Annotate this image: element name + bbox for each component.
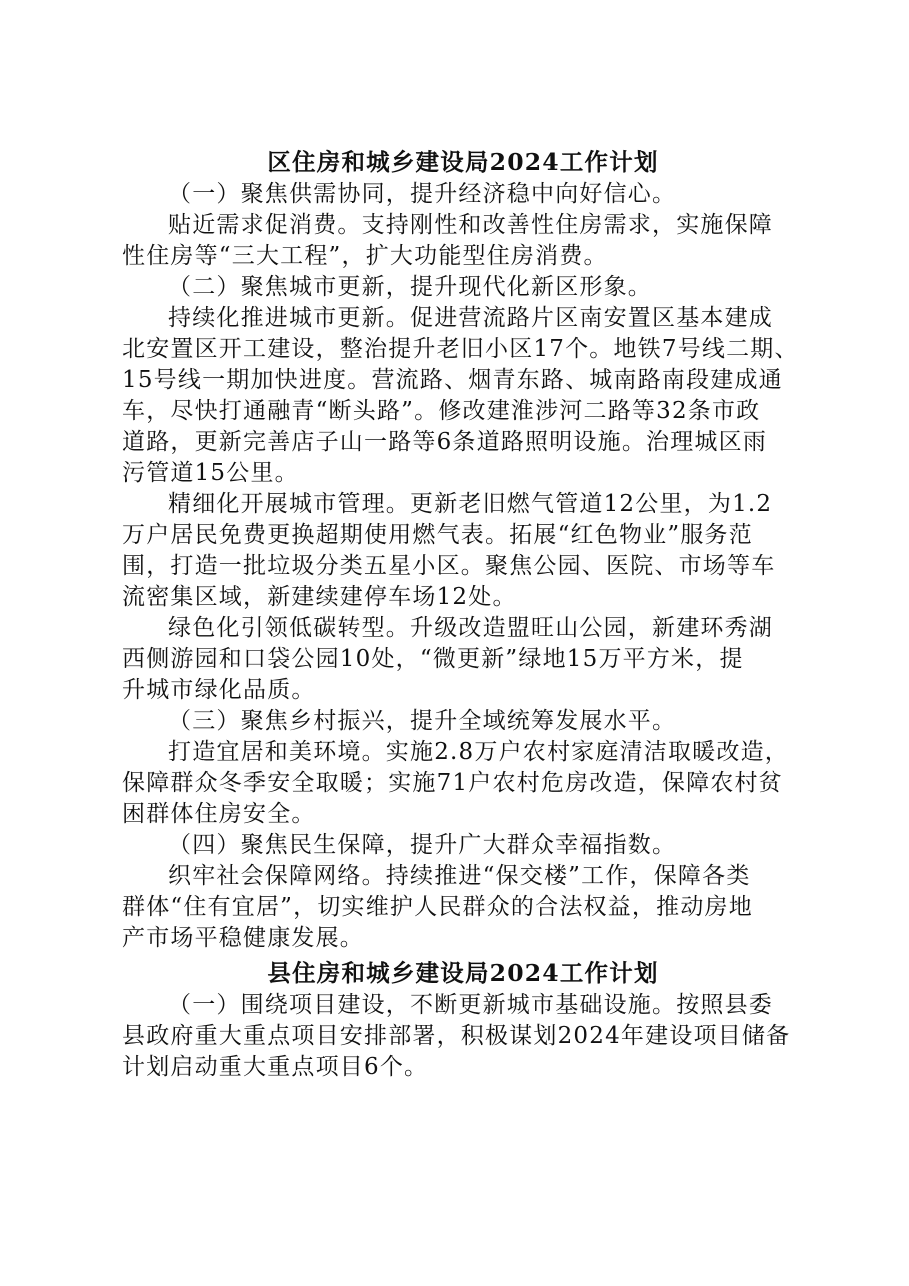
text-line: 车，尽快打通融青“断头路”。修改建淮涉河二路等32条市政 (122, 398, 761, 424)
text-line: 围，打造一批垃圾分类五星小区。聚焦公园、医院、市场等车 (122, 553, 776, 579)
paragraph-urban-renewal (122, 303, 804, 489)
text-line: 群体“住有宜居”，切实维护人民群众的合法权益，推动房地 (122, 894, 753, 920)
text-line: 性住房等“三大工程”，扩大功能型住房消费。 (122, 243, 608, 269)
text-line: （一）围绕项目建设，不断更新城市基础设施。按照县委 (168, 992, 773, 1018)
text-line: 县政府重大重点项目安排部署，积极谋划2024年建设项目储备 (122, 1023, 791, 1049)
section-heading-3: （三）聚焦乡村振兴，提升全域统筹发展水平。 (168, 708, 677, 734)
paragraph-rural-environment (122, 737, 804, 830)
text-line: 流密集区域，新建续建停车场12处。 (122, 584, 517, 610)
text-line: 污管道15公里。 (122, 460, 299, 486)
document-body (122, 145, 804, 1083)
county-plan-title: 县住房和城乡建设局2024工作计划 (267, 959, 659, 987)
text-line: 贴近需求促消费。支持刚性和改善性住房需求，实施保障 (168, 212, 773, 238)
section-heading-1: （一）聚焦供需协同，提升经济稳中向好信心。 (168, 181, 677, 207)
text-line: 产市场平稳健康发展。 (122, 925, 364, 951)
text-line: 持续化推进城市更新。促进营流路片区南安置区基本建成 (168, 305, 773, 331)
text-line: 计划启动重大重点项目6个。 (122, 1054, 429, 1080)
text-line: 织牢社会保障网络。持续推进“保交楼”工作，保障各类 (168, 863, 751, 889)
text-line: 道路，更新完善店子山一路等6条道路照明设施。治理城区雨 (122, 429, 768, 455)
section-heading-4: （四）聚焦民生保障，提升广大群众幸福指数。 (168, 832, 677, 858)
text-line: 精细化开展城市管理。更新老旧燃气管道12公里，为1.2 (168, 491, 773, 517)
text-line: 保障群众冬季安全取暖；实施71户农村危房改造，保障农村贫 (122, 770, 783, 796)
paragraph-social-security (122, 861, 804, 954)
text-line: 困群体住房安全。 (122, 801, 316, 827)
paragraph-demand (122, 210, 804, 272)
text-line: 北安置区开工建设，整治提升老旧小区17个。地铁7号线二期、 (122, 336, 799, 362)
text-line: 万户居民免费更换超期使用燃气表。拓展“红色物业”服务范 (122, 522, 753, 548)
text-line: 打造宜居和美环境。实施2.8万户农村家庭清洁取暖改造， (168, 739, 789, 765)
paragraph-city-management (122, 489, 804, 613)
paragraph-green-transition (122, 613, 804, 706)
district-plan-title: 区住房和城乡建设局2024工作计划 (267, 148, 659, 176)
section-heading-2: （二）聚焦城市更新，提升现代化新区形象。 (168, 274, 652, 300)
paragraph-project-construction (122, 990, 804, 1083)
text-line: 西侧游园和口袋公园10处，“微更新”绿地15万平方米，提 (122, 646, 744, 672)
text-line: 绿色化引领低碳转型。升级改造盟旺山公园，新建环秀湖 (168, 615, 773, 641)
text-line: 15号线一期加快进度。营流路、烟青东路、城南路南段建成通 (122, 367, 783, 393)
text-line: 升城市绿化品质。 (122, 677, 316, 703)
